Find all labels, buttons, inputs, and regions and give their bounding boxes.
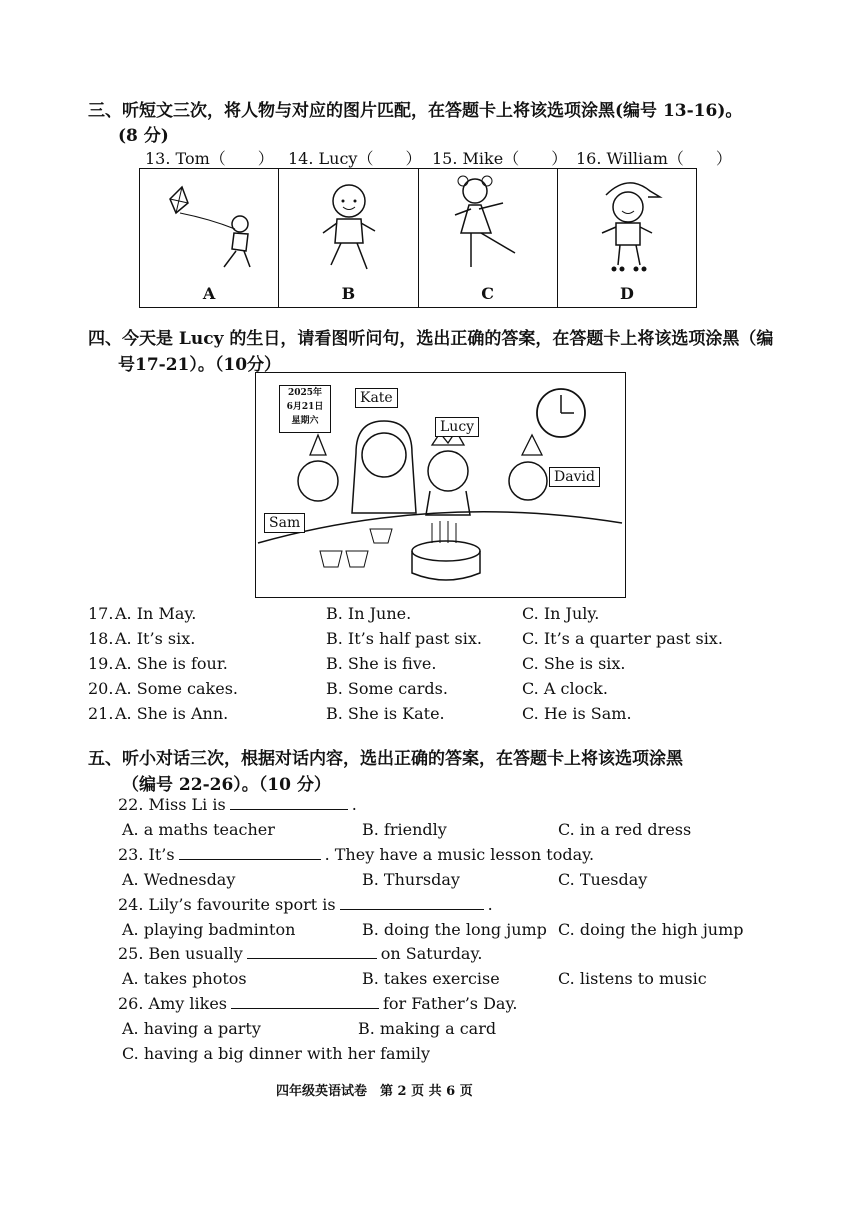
q24-option-a: A. playing badminton xyxy=(122,920,296,939)
q23-stem-end: . They have a music lesson today. xyxy=(324,845,595,864)
q20-number: 20. xyxy=(88,679,114,698)
q22-stem-start: 22. Miss Li is xyxy=(118,795,226,814)
item-13-tom: 13. Tom（ ） xyxy=(145,149,274,168)
q25-stem xyxy=(118,944,482,963)
section5-title-line1: 五、听小对话三次，根据对话内容，选出正确的答案，在答题卡上将该选项涂黑 xyxy=(88,749,683,769)
q18-option-a: A. It’s six. xyxy=(115,629,196,648)
q22-option-b: B. friendly xyxy=(362,820,447,839)
q22-option-a: A. a maths teacher xyxy=(122,820,275,839)
picture-a xyxy=(140,169,279,307)
calendar-weekday: 星期六 xyxy=(291,416,319,426)
picture-a-label: A xyxy=(202,284,216,303)
q23-option-c: C. Tuesday xyxy=(558,870,648,889)
q19-number: 19. xyxy=(88,654,114,673)
item-16-william: 16. William（ ） xyxy=(576,149,732,168)
calendar-year: 2025年 xyxy=(287,388,323,398)
running-boy-illustration xyxy=(279,169,418,279)
kite-boy-illustration xyxy=(140,169,279,279)
q26-option-c: C. having a big dinner with her family xyxy=(122,1044,431,1063)
q21-option-a: A. She is Ann. xyxy=(115,704,229,723)
q26-stem-start: 26. Amy likes xyxy=(118,994,227,1013)
q19-option-b: B. She is five. xyxy=(326,654,437,673)
q26-answer-blank[interactable] xyxy=(231,994,379,1009)
q25-option-a: A. takes photos xyxy=(122,969,247,988)
q23-stem-start: 23. It’s xyxy=(118,845,175,864)
q18-number: 18. xyxy=(88,629,114,648)
picture-b xyxy=(279,169,418,307)
page-footer: 四年级英语试卷 第 2 页 共 6 页 xyxy=(276,1084,473,1099)
q25-stem-end: on Saturday. xyxy=(380,944,483,963)
item-15-mike: 15. Mike（ ） xyxy=(432,149,568,168)
section3-title: 三、听短文三次，将人物与对应的图片匹配，在答题卡上将该选项涂黑(编号 13-16)。 xyxy=(88,101,743,121)
calendar xyxy=(279,385,331,433)
q18-option-c: C. It’s a quarter past six. xyxy=(522,629,723,648)
q17-option-a: A. In May. xyxy=(115,604,197,623)
q24-stem-end: . xyxy=(487,895,493,914)
section3-score: (8 分) xyxy=(118,126,169,146)
birthday-party-picture xyxy=(255,372,626,598)
q24-stem xyxy=(118,895,493,914)
q24-option-c: C. doing the high jump xyxy=(558,920,744,939)
q26-stem-end: for Father’s Day. xyxy=(383,994,518,1013)
label-david: David xyxy=(549,467,600,487)
q24-answer-blank[interactable] xyxy=(340,895,484,910)
q22-stem-end: . xyxy=(351,795,357,814)
label-lucy: Lucy xyxy=(435,417,479,437)
q22-option-c: C. in a red dress xyxy=(558,820,692,839)
picture-c-label: C xyxy=(481,284,494,303)
calendar-date: 6月21日 xyxy=(286,402,324,412)
q23-option-b: B. Thursday xyxy=(362,870,460,889)
q20-option-b: B. Some cards. xyxy=(326,679,448,698)
q23-option-a: A. Wednesday xyxy=(122,870,236,889)
section4-title-line2: 号17-21）。（10分） xyxy=(118,355,282,375)
q21-option-b: B. She is Kate. xyxy=(326,704,445,723)
q21-number: 21. xyxy=(88,704,114,723)
dancing-girl-illustration xyxy=(419,169,558,279)
q26-option-a: A. having a party xyxy=(122,1019,261,1038)
q18-option-b: B. It’s half past six. xyxy=(326,629,482,648)
picture-d xyxy=(558,169,696,307)
picture-d-label: D xyxy=(619,284,634,303)
q22-answer-blank[interactable] xyxy=(230,795,348,810)
q23-answer-blank[interactable] xyxy=(179,845,321,860)
q20-option-c: C. A clock. xyxy=(522,679,608,698)
q22-stem xyxy=(118,795,357,814)
q25-option-b: B. takes exercise xyxy=(362,969,500,988)
picture-table xyxy=(139,168,697,308)
q21-option-c: C. He is Sam. xyxy=(522,704,632,723)
picture-c xyxy=(419,169,558,307)
q17-option-b: B. In June. xyxy=(326,604,412,623)
q19-option-c: C. She is six. xyxy=(522,654,626,673)
q26-option-b: B. making a card xyxy=(358,1019,497,1038)
q26-stem xyxy=(118,994,517,1013)
label-sam: Sam xyxy=(264,513,305,533)
item-14-lucy: 14. Lucy（ ） xyxy=(288,149,422,168)
q20-option-a: A. Some cakes. xyxy=(115,679,239,698)
q17-option-c: C. In July. xyxy=(522,604,600,623)
q25-option-c: C. listens to music xyxy=(558,969,707,988)
q25-stem-start: 25. Ben usually xyxy=(118,944,243,963)
label-kate: Kate xyxy=(355,388,398,408)
q23-stem xyxy=(118,845,594,864)
q24-stem-start: 24. Lily’s favourite sport is xyxy=(118,895,336,914)
picture-b-label: B xyxy=(341,284,356,303)
q25-answer-blank[interactable] xyxy=(247,944,377,959)
q17-number: 17. xyxy=(88,604,114,623)
q19-option-a: A. She is four. xyxy=(115,654,228,673)
section5-title-line2: （编号 22-26）。（10 分） xyxy=(122,775,331,795)
section4-title-line1: 四、今天是 Lucy 的生日，请看图听问句，选出正确的答案，在答题卡上将该选项涂黑（编 xyxy=(88,329,774,349)
skating-boy-illustration xyxy=(558,169,697,279)
q24-option-b: B. doing the long jump xyxy=(362,920,547,939)
